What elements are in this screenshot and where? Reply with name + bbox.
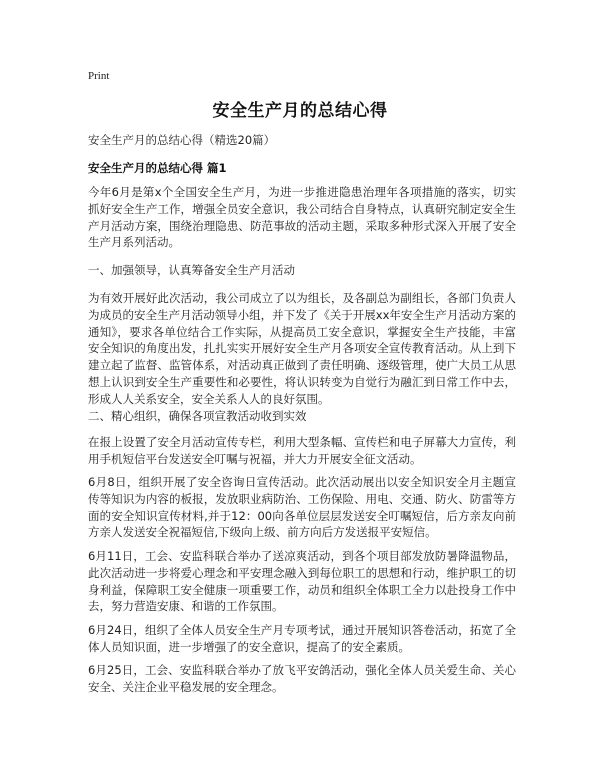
document-subtitle: 安全生产月的总结心得（精选20篇）	[88, 133, 276, 147]
paragraph-june-25: 6月25日，工会、安监科联合举办了放飞平安鸽活动，强化全体人员关爱生命、关心安全、关注企业平稳发展的安全理念。	[88, 663, 516, 694]
paragraph-publicity: 在报上设置了安全月活动宣传专栏，利用大型条幅、宣传栏和电子屏幕大力宣传，利用手机短信平台发送安全叮嘱与祝福，并大力开展安全征文活动。	[88, 435, 516, 466]
paragraph-intro: 今年6月是第x个全国安全生产月，为进一步推进隐患治理年各项措施的落实，切实抓好安全生产工作，增强全员安全意识，我公司结合自身特点，认真研究制定安全生产月活动方案，围绕治理隐患、防范事故的活动主题，采取多种形式深入开展了安全生产月系列活动。	[88, 185, 516, 250]
print-label[interactable]: Print	[88, 70, 110, 82]
paragraph-june-24: 6月24日，组织了全体人员安全生产月专项考试，通过开展知识答卷活动，拓宽了全体人员知识面，进一步增强了的安全意识，提高了的安全素质。	[88, 623, 516, 654]
document-title: 安全生产月的总结心得	[212, 101, 388, 121]
subheading-leadership: 一、加强领导，认真筹备安全生产月活动	[88, 263, 295, 277]
paragraph-leadership: 为有效开展好此次活动，我公司成立了以为组长，及各副总为副组长，各部门负责人为成员的安全生产月活动领导小组，并下发了《关于开展xx年安全生产月活动方案的通知》，要求各单位结合工作实际，从提高员工安全意识，掌握安全生产技能，丰富安全知识的角度出发，扎扎实实开展好安全生产月各项安全宣传教育活动。从上到下建立起了监督、监管体系，对活动真正做到了责任明确、逐级管理，使广大员工从思想上认识到安全生产重要性和必要性，将认识转变为自觉行为融汇到日常工作中去，形成人人关系安全，安全关系人人的良好氛围。	[88, 291, 516, 406]
paragraph-june-8: 6月8日，组织开展了安全咨询日宣传活动。此次活动展出以安全知识安全月主题宣传等知识为内容的板报，发放职业病防治、工伤保险、用电、交通、防火、防雷等方面的安全知识宣传材料,并于12：00向各单位层层发送安全叮嘱短信，后方亲友向前方亲人发送安全祝福短信,下级向上级、前方向后方发送报平安短信。	[88, 475, 516, 540]
paragraph-june-11: 6月11日，工会、安监科联合举办了送凉爽活动，到各个项目部发放防暑降温物品，此次活动进一步将爱心理念和平安理念融入到每位职工的思想和行动，维护职工的切身利益，保障职工安全健康一项重要工作，动员和组织全体职工全力以赴投身工作中去，努力营造安康、和谐的工作氛围。	[88, 549, 516, 614]
section-heading: 安全生产月的总结心得 篇1	[88, 161, 227, 175]
subheading-organization: 二、精心组织，确保各项宣教活动收到实效	[88, 409, 307, 423]
